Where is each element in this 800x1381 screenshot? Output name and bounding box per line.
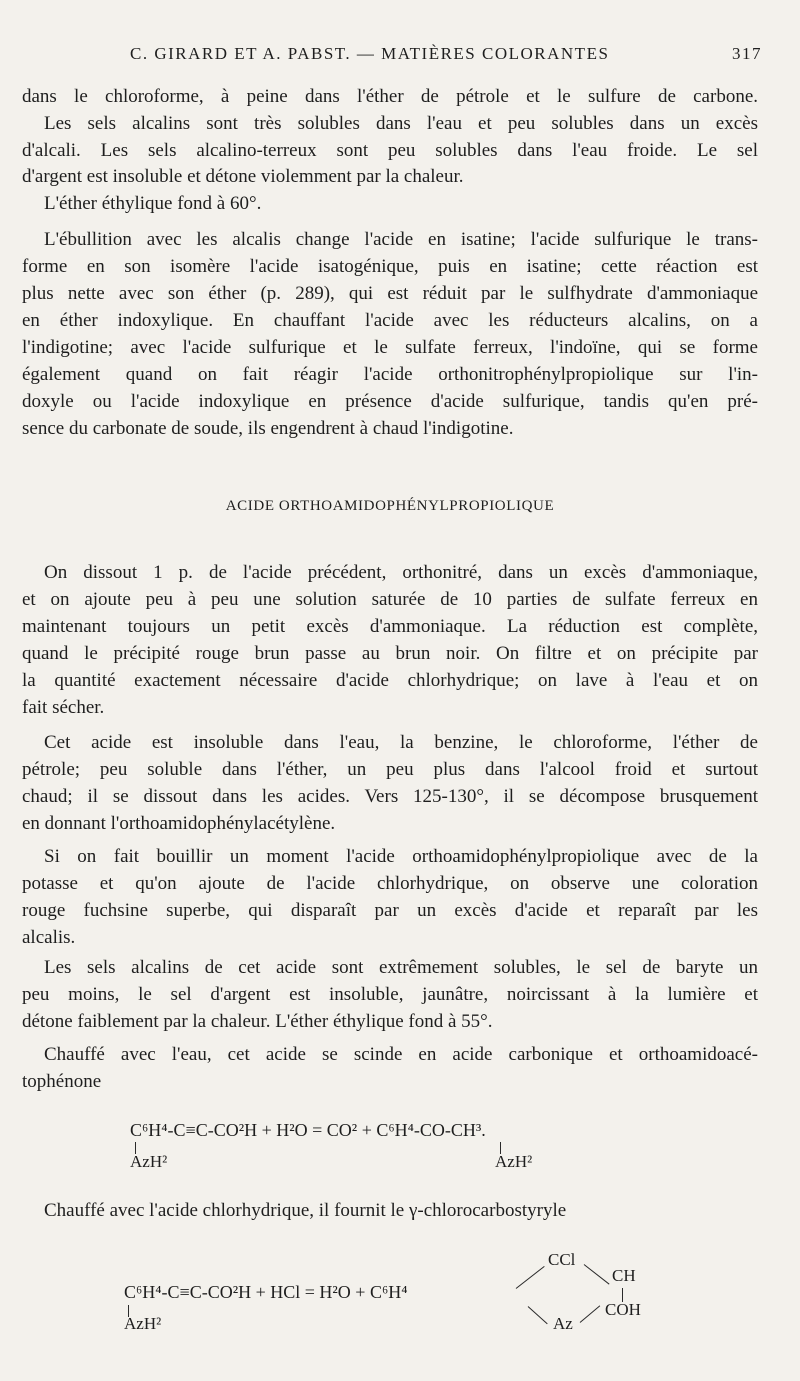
text-line: détone faiblement par la chaleur. L'éther éthylique fond à 55°. xyxy=(22,1011,493,1032)
text-line: Les sels alcalins sont très solubles dans l'eau et peu solubles dans un excès xyxy=(44,113,758,134)
text-line: rouge fuchsine superbe, qui disparaît par un excès d'acide et reparaît par les xyxy=(22,900,758,921)
ring-atom-bottom: Az xyxy=(553,1314,573,1333)
text-line: quand le précipité rouge brun passe au brun noir. On filtre et on précipite par xyxy=(22,643,758,664)
text-line: et on ajoute peu à peu une solution saturée de 10 parties de sulfate ferreux en xyxy=(22,589,758,610)
text-line: sence du carbonate de soude, ils engendrent à chaud l'indigotine. xyxy=(22,418,514,439)
ring-bond-lower-left xyxy=(528,1306,548,1324)
text-line: L'ébullition avec les alcalis change l'acide en isatine; l'acide sulfurique le trans- xyxy=(44,229,758,250)
text-line: potasse et qu'on ajoute de l'acide chlorhydrique, on observe une coloration xyxy=(22,873,758,894)
page-header xyxy=(22,44,762,70)
ring-atom-right-bottom: COH xyxy=(605,1300,641,1319)
text-line: Les sels alcalins de cet acide sont extrêmement solubles, le sel de baryte un xyxy=(44,957,758,978)
text-line: forme en son isomère l'acide isatogénique, puis en isatine; cette réaction est xyxy=(22,256,758,277)
chemical-equation-1: C⁶H⁴-C≡C-CO²H + H²O = CO² + C⁶H⁴-CO-CH³. xyxy=(130,1120,486,1140)
ring-atom-top: CCl xyxy=(548,1250,576,1269)
text-line: On dissout 1 p. de l'acide précédent, orthonitré, dans un excès d'ammoniaque, xyxy=(44,562,758,583)
formula1-substituent-right: AzH² xyxy=(495,1152,533,1171)
text-line: dans le chloroforme, à peine dans l'éther de pétrole et le sulfure de carbone. xyxy=(22,86,758,107)
text-line: chaud; il se dissout dans les acides. Vers 125-130°, il se décompose brusquement xyxy=(22,786,758,807)
running-head: C. GIRARD ET A. PABST. — MATIÈRES COLORANTES xyxy=(130,44,610,63)
text-line: Cet acide est insoluble dans l'eau, la benzine, le chloroforme, l'éther de xyxy=(44,732,758,753)
text-line: tophénone xyxy=(22,1071,102,1092)
text-line: Si on fait bouillir un moment l'acide orthoamidophénylpropiolique avec de la xyxy=(44,846,758,867)
formula2-substituent-left: AzH² xyxy=(124,1314,162,1333)
text-line: fait sécher. xyxy=(22,697,105,718)
text-line: l'indigotine; avec l'acide sulfurique et le sulfate ferreux, l'indoïne, qui se forme xyxy=(22,337,758,358)
text-line: alcalis. xyxy=(22,927,76,948)
text-line: peu moins, le sel d'argent est insoluble, jaunâtre, noircissant à la lumière et xyxy=(22,984,758,1005)
text-line: d'argent est insoluble et détone violemment par la chaleur. xyxy=(22,166,464,187)
text-line: en éther indoxylique. En chauffant l'acide avec les réducteurs alcalins, on a xyxy=(22,310,758,331)
ring-bond-upper-left xyxy=(516,1266,545,1289)
text-line: d'alcali. Les sels alcalino-terreux sont peu solubles dans l'eau froide. Le sel xyxy=(22,140,758,161)
section-heading: ACIDE ORTHOAMIDOPHÉNYLPROPIOLIQUE xyxy=(225,498,555,514)
ring-atom-right-top: CH xyxy=(612,1266,636,1285)
text-line: doxyle ou l'acide indoxylique en présence d'acide sulfurique, tandis qu'en pré- xyxy=(22,391,758,412)
text-line: pétrole; peu soluble dans l'éther, un peu plus dans l'alcool froid et surtout xyxy=(22,759,758,780)
text-line: également quand on fait réagir l'acide orthonitrophénylpropiolique sur l'in- xyxy=(22,364,758,385)
text-line: L'éther éthylique fond à 60°. xyxy=(44,193,262,214)
formula1-substituent-left: AzH² xyxy=(130,1152,168,1171)
ring-bond-upper-right xyxy=(584,1264,610,1284)
text-line: plus nette avec son éther (p. 289), qui est réduit par le sulfhydrate d'ammoniaque xyxy=(22,283,758,304)
text-line: en donnant l'orthoamidophénylacétylène. xyxy=(22,813,336,834)
text-line: maintenant toujours un petit excès d'ammoniaque. La réduction est complète, xyxy=(22,616,758,637)
text-line: la quantité exactement nécessaire d'acide chlorhydrique; on lave à l'eau et on xyxy=(22,670,758,691)
page-number: 317 xyxy=(732,44,762,63)
text-line: Chauffé avec l'eau, cet acide se scinde en acide carbonique et orthoamidoacé- xyxy=(44,1044,758,1065)
chemical-equation-2: C⁶H⁴-C≡C-CO²H + HCl = H²O + C⁶H⁴ xyxy=(124,1282,408,1302)
ring-bond-lower-right xyxy=(580,1305,601,1322)
text-line: Chauffé avec l'acide chlorhydrique, il fournit le γ-chlorocarbostyryle xyxy=(44,1200,567,1221)
